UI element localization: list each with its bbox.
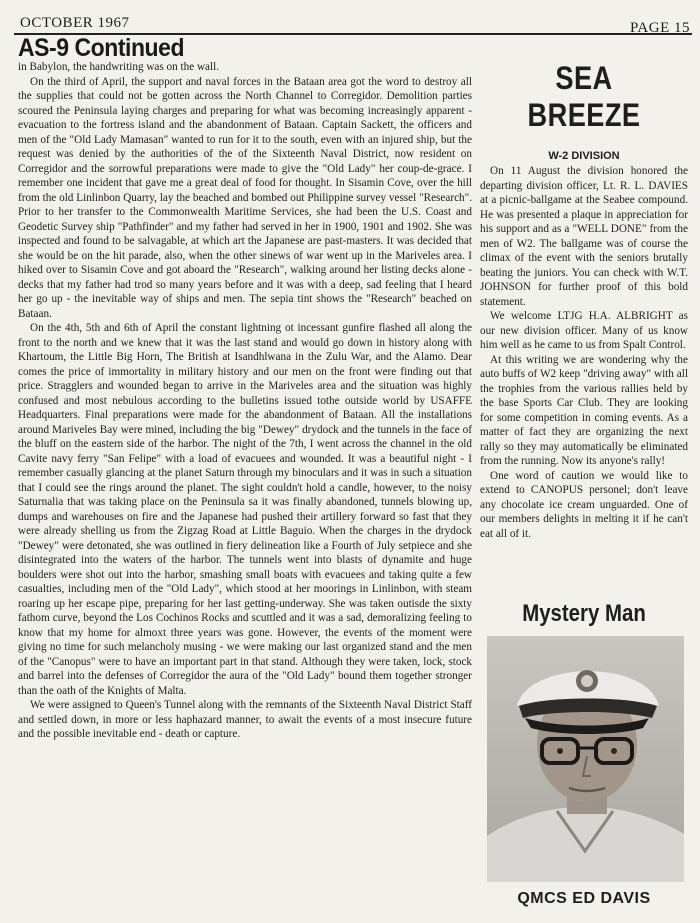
portrait-photo [487, 636, 684, 882]
article-paragraph: in Babylon, the handwriting was on the wall. [18, 61, 220, 73]
sidebar-masthead: SEA BREEZE [527, 60, 641, 133]
article-paragraph: We were assigned to Queen's Tunnel along with the remnants of the Sixteenth Naval District Staff and settled down, in more or less haphazard manner, to await the events of a most insecure future and the possible inevitable end - death or capture. [18, 699, 472, 740]
article-body [18, 60, 472, 742]
article-paragraph: On the 4th, 5th and 6th of April the constant lightning ot incessant gunfire flashed all along the front to the north and we knew that it was the last stand and would go down in history along with Khartoum, the Little Big Horn, The British at Isandhlwana in the Zulu War, and the Alamo. Dear comes the price of immortality in military history and our men on the front were finding out that price. Stragglers and wounded began to arrive in the Mariveles area and the situation was highly confused and most nebulous according to the bulletins issued tothe outside world by USAFFE Headquarters. Final preparations were made for the abandonment of Bataan. All the installations around Mariveles Bay were mined, including the big "Dewey" drydock and the tunnels in the face of the bluff on the eastern side of the harbor. The night of the 7th, I went across the channel in the old Cavite navy ferry "San Felipe" with a load of evacuees and wounded. It was a beautiful night - I remember casually glancing at the planet Saturn through my binoculars and it was in such a situation that I could see the rings around the planet. The sight couldn't hold a candle, however, to the noisy Saturnalia that was taking place on the Peninsula sa it was finally abandoned, tunnels blowing up, dumps and warehouses on fire and the Japanese had pushed their artillery forward so fast that they were already shelling us from the Zigzag Road at Little Baguio. When the charges in the drydock "Dewey" were detonated, she was outlined in fiery delineation like a Fourth of July setpiece and she disintegrated into the waters of the harbor. The tunnels went into blasts of dynamite and huge boulders were shot out into the harbor, smashing small boats with evacuees and taking quite a few casualties, including men of the "Old Lady", which stood at her moorings in Linlinbon, with steam roaring up her escape pipe, preparing for her last getting-underway. She was taken outisde the sixty fathom curve, beyond the Los Cochinos Rocks and scuttled and it was a sad, demoralizing feeling to know that my home for almoxt three years was gone. However, the events of the moment were giving no time for such melancholy musing - we were making our last organized stand and the men of the "Canopus" were to have an important part in that stand. Although they were taken, lock, stock and barrel into the defenses of Corregidor the aura of the "Old Lady" bound them together stronger than the oath of the Knights of Malta. [18, 322, 472, 697]
portrait-illustration [487, 636, 684, 882]
issue-date: OCTOBER 1967 [20, 15, 130, 31]
photo-caption: QMCS ED DAVIS [517, 890, 651, 907]
sidebar-column [480, 60, 688, 541]
division-heading: W-2 DIVISION [548, 150, 620, 162]
page-number: PAGE 15 [629, 20, 690, 36]
article-paragraph: On the third of April, the support and naval forces in the Bataan area got the word to destroy all the supplies that could not be gotten across the North Channel to Corregidor. Demolition parties scoured the Peninsula laying charges and preparing for what was becoming increasingly apparent - evacuation to the fortress island and the abandonment of Bataan. Captain Sackett, the officers and men of the "Old Lady Mamasan" wanted to run for it to the south, even with an injured ship, but the request was denied by the authorities of the of the Sixteenth Naval District, now resident on Corregidor and the sorrowful preparations were made to give the "Old Lady" her coup-de-grace. I remember one incident that gave me a great deal of food for thought. In Sisamin Cove, over the hill from the old Linlinbon Quarry, lay the beached and bombed out Philippine survey vessel "Research". Prior to her transfer to the Commonwealth Maritime Services, she had been the U.S. Coast and Geodetic Survey ship "Pathfinder" and my father had served in her in 1900, 1901 and 1902. She was inspected and found to be salvagable, at which art the Japanese are past-masters. It was decided that she would be on the hit parade, also, when the other sinews of war went up in the Mariveles area. I hiked over to Sisamin Cove and got aboard the "Research", walking around her listing decks alone - decks that my father had trod so many years before and it was with a deep, sad feeling that I heard her go up - the inevitable way of ships and men. The sepia tint shows the "Research" beached on Bataan. [18, 75, 472, 320]
sidebar-paragraph: At this writing we are wondering why the auto buffs of W2 keep "driving away" with all the trophies from the various rallies held by the base Sports Car Club. They are looking for some competition in coming events. As a matter of fact they are organizing the next rally so they may automatically be eliminated from the running. Now its anyone's rally! [480, 353, 688, 467]
sidebar-paragraph: We welcome LTJG H.A. ALBRIGHT as our new division officer. Many of us know him well as he came to us from Spalt Control. [480, 310, 688, 351]
article-headline: AS-9 Continued [18, 34, 185, 62]
mystery-man-heading: Mystery Man [522, 600, 646, 627]
page-header [14, 13, 692, 35]
sidebar-paragraph: On 11 August the division honored the departing division officer, Lt. R. L. DAVIES at a picnic-ballgame at the Seabee compound. He was presented a plaque in appreciation for his support and as a "WELL DONE" from the men of W2. The ballgame was of course the climax of the event with the seniors brutally beating the juniors. You can check with W.T. JOHNSON for further proof of this bold statement. [480, 165, 688, 308]
sidebar-paragraph: One word of caution we would like to extend to CANOPUS personel; don't leave any chocolate ice cream unguarded. One of our members delights in melting it if he can't eat all of it. [480, 469, 688, 540]
sidebar-body [480, 164, 688, 541]
